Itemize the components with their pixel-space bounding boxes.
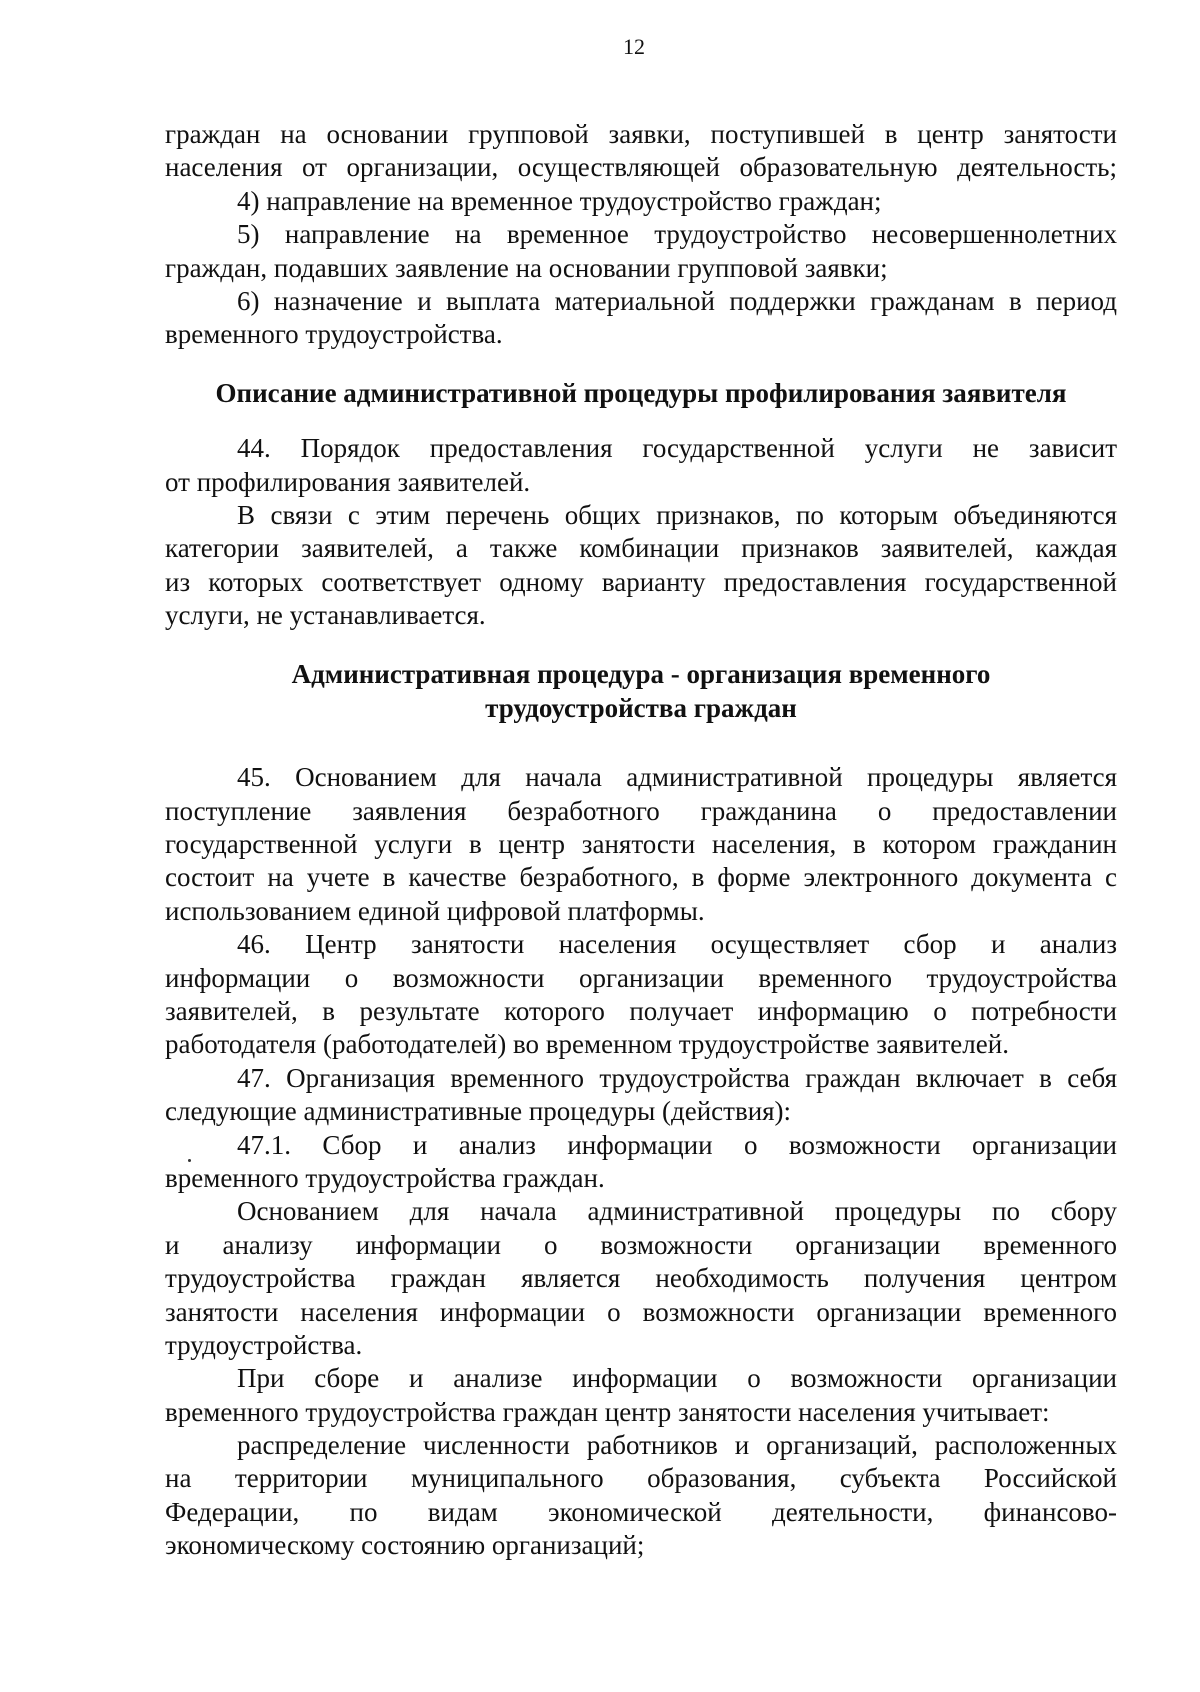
text-line: трудоустройства.: [165, 1329, 363, 1360]
text-line: Федерации, по видам экономической деятельности, финансово-: [165, 1496, 1117, 1527]
document-body: [165, 118, 1117, 1563]
text-line: заявителей, в результате которого получает информацию о потребности: [165, 995, 1117, 1026]
text-line: состоит на учете в качестве безработного, в форме электронного документа с: [165, 862, 1117, 893]
page-number: 12: [623, 34, 645, 59]
text-line: 5) направление на временное трудоустройство несовершеннолетних: [237, 219, 1117, 250]
text-line: При сборе и анализе информации о возможности организации: [237, 1363, 1117, 1394]
text-line: от профилирования заявителей.: [165, 466, 531, 497]
text-line: поступление заявления безработного гражданина о предоставлении: [165, 795, 1117, 826]
spacer: [165, 352, 1117, 377]
spacer: [165, 725, 1117, 761]
section-heading: Административная процедура - организация временного: [291, 659, 991, 690]
text-line: населения от организации, осуществляющей образовательную деятельность;: [165, 152, 1117, 183]
text-line: 47.1. Сбор и анализ информации о возможности организации: [237, 1129, 1117, 1160]
spacer: [165, 632, 1117, 658]
text-line: Основанием для начала административной процедуры по сбору: [237, 1196, 1117, 1227]
spacer: [165, 410, 1117, 432]
text-line: услуги, не устанавливается.: [165, 600, 486, 631]
text-line: 45. Основанием для начала административной процедуры является: [237, 762, 1117, 793]
text-line: В связи с этим перечень общих признаков, по которым объединяются: [237, 499, 1117, 530]
text-line: временного трудоустройства граждан центр занятости населения учитывает:: [165, 1396, 1050, 1427]
text-line: информации о возможности организации временного трудоустройства: [165, 962, 1117, 993]
text-line: следующие административные процедуры (действия):: [165, 1096, 792, 1127]
text-line: распределение численности работников и организаций, расположенных: [237, 1430, 1117, 1461]
text-line: 46. Центр занятости населения осуществляет сбор и анализ: [237, 929, 1117, 960]
text-line: экономическому состоянию организаций;: [165, 1530, 645, 1561]
text-line: государственной услуги в центр занятости населения, в котором гражданин: [165, 829, 1117, 860]
scan-speck: [188, 1159, 191, 1162]
text-line: временного трудоустройства граждан.: [165, 1162, 605, 1193]
text-line: граждан на основании групповой заявки, поступившей в центр занятости: [165, 119, 1117, 149]
text-line: граждан, подавших заявление на основании групповой заявки;: [165, 252, 888, 283]
text-line: из которых соответствует одному варианту предоставления государственной: [165, 566, 1117, 597]
text-line: 47. Организация временного трудоустройства граждан включает в себя: [237, 1062, 1117, 1093]
text-line: категории заявителей, а также комбинации признаков заявителей, каждая: [165, 533, 1117, 564]
text-line: 4) направление на временное трудоустройство граждан;: [237, 185, 882, 216]
section-heading: Описание административной процедуры профилирования заявителя: [215, 377, 1067, 408]
text-line: использованием единой цифровой платформы.: [165, 895, 705, 926]
text-line: 6) назначение и выплата материальной поддержки гражданам в период: [237, 285, 1117, 316]
text-line: 44. Порядок предоставления государственной услуги не зависит: [237, 433, 1117, 464]
text-line: трудоустройства граждан является необходимость получения центром: [165, 1263, 1117, 1294]
text-line: на территории муниципального образования, субъекта Российской: [165, 1463, 1117, 1494]
section-heading: трудоустройства граждан: [485, 692, 797, 723]
text-line: временного трудоустройства.: [165, 319, 503, 350]
text-line: работодателя (работодателей) во временном трудоустройстве заявителей.: [165, 1029, 1009, 1060]
text-line: занятости населения информации о возможности организации временного: [165, 1296, 1117, 1327]
text-line: и анализу информации о возможности организации временного: [165, 1229, 1117, 1260]
